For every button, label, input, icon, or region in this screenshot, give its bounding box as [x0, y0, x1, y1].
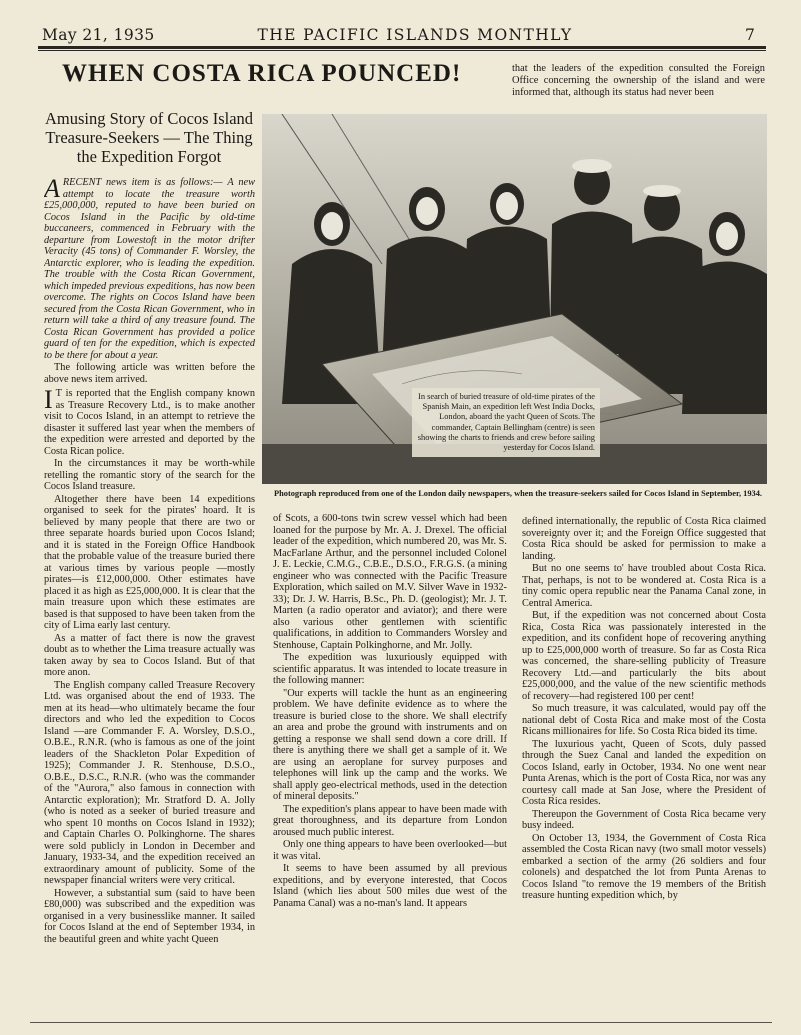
paragraph: of Scots, a 600-tons twin screw vessel which had been loaned for the purpose by Mr. A. J. Drexel. The official leader of the expedition, which numbered 20, was Mr. S. MacFarlane Arthur, and the personnel included Colonel J. E. Leckie, C.M.G., C.B.E., D.S.O., F.R.G.S. (a mining engineer who was connected with the Pacific Treasure Exploration, which sailed on M.V. Silver Wave in 1932-33); Dr. J. W. Harris, B.Sc., Ph. D. (geologist); Mr. J. T. Marten (a radio operator and aviator); and there were also various other gentlemen with scientific qualifications, in addition to Commanders Worsley and Stenhouse, Captain Polkinghorne, and Mr. Jolly.: [273, 513, 507, 651]
bottom-rule: [30, 1022, 772, 1023]
paragraph: But, if the expedition was not concerned about Costa Rica, Costa Rica was passionately interested in the expedition, and its confident hope of recovering anything up to £25,000,000 worth of treasure. So far as Costa Rica was concerned, the share-selling publicity of Treasure Recovery Ltd.—and particularly the bits about £25,000,000, and the value of the new scientific methods of recovery—had registered 100 per cent!: [522, 610, 766, 702]
paragraph: Thereupon the Government of Costa Rica became very busy indeed.: [522, 808, 766, 831]
article-subheadline: Amusing Story of Cocos Island Treasure-Seekers — The Thing the Expedition Forgot: [44, 109, 254, 166]
paragraph: As a matter of fact there is now the gravest doubt as to whether the Lima treasure actually was taken away by sea to Cocos Island. But of that more anon.: [44, 632, 255, 678]
page-number: 7: [745, 26, 756, 44]
column-1: [44, 177, 255, 1020]
paragraph: "Our experts will tackle the hunt as an engineering problem. We have definite evidence as to where the treasure is buried close to the shore. We shall electrify an area and probe the ground with instruments and on getting a response we shall send down a core drill. If there is anything there we shall get a sample of it. We are using an aeroplane for survey purposes and telephones will link up the camp and the works. We shall apply geo-electrical methods, used in the detection of mineral deposits.": [273, 687, 507, 802]
intro-text: RECENT news item is as follows:— A new attempt to locate the treasure worth £25,000,000, reputed to have been buried on Cocos Island in the Pacific by old-time buccaneers, commenced in February with the departure from Lowestoft in the motor drifter Veracity (45 tons) of Commander F. Worsley, the Antarctic explorer, who is leading the expedition. The trouble with the Costa Rican Government, which impeded previous expeditions, has now been overcome. The rights on Cocos Island have been secured from the Costa Rican Government, who in return will take a third of any treasure found. The Costa Rican Government has provided a police guard of ten for the expedition, which is expected to be there for about a year.: [44, 177, 255, 361]
paragraph: defined internationally, the republic of Costa Rica claimed sovereignty over it; and the Foreign Office suggested that Costa Rica should be asked for permission to make a landing.: [522, 516, 766, 562]
article-headline: WHEN COSTA RICA POUNCED!: [62, 60, 462, 87]
paragraph: The English company called Treasure Recovery Ltd. was organised about the end of 1933. The men at its head—who ultimately became the four directors and who led the expedition to Cocos Island —are Commander F. A. Worsley, D.S.O., O.B.E., R.N.R. (who is famous as one of the joint leaders of the Shackleton Polar Expedition of 1925); Commander J. R. Stenhouse, D.S.O., O.B.E., D.S.C., R.N.R. (who was the commander of the "Aurora," also famous in connection with Antarctic exploration); Mr. Stratford D. A. Jolly (who is noted as a seeker of buried treasure and who spent 10 months on Cocos Island in 1932); and Captain Charles O. Polkinghorne. The shares were sold publicly in London in December and January, 1933-34, and the expedition received an extraordinary amount of publicity. Some of the newspaper financial writers were very critical.: [44, 679, 255, 886]
column-3-top: [512, 63, 765, 107]
publication-title: THE PACIFIC ISLANDS MONTHLY: [257, 26, 573, 44]
paragraph: It seems to have been assumed by all previous expeditions, and by everyone interested, that Cocos Island (which lies about 500 miles due west of the Panama Canal) was a no-man's land. It appears: [273, 863, 507, 909]
header-rule-thin: [38, 50, 766, 51]
intro-paragraph: [44, 177, 255, 361]
header-rule: [38, 46, 766, 49]
paragraph: Altogether there have been 14 expeditions organised to seek for the pirates' hoard. It is believed by many people that there are two or three separate hoards buried upon Cocos Island; and it is stated in the Foreign Office Handbook that the probable value of the treasure buried there at various times by various people —mostly pirates—is £12,000,000. Other estimates have placed it as high as £25,000,000. It is clear that the main treasure upon which these estimates are based is that supposed to have been taken from the city of Lima early last century.: [44, 493, 255, 631]
paragraph: On October 13, 1934, the Government of Costa Rica assembled the Costa Rican navy (two small motor vessels) embarked a section of the army (26 soldiers and four colonels) and despatched the lot from Punta Arenas to Cocos Island "to remove the 19 members of the British treasure hunting expedition which, by: [522, 832, 766, 901]
column-2: [273, 513, 507, 1020]
paragraph: In the circumstances it may be worth-while retelling the romantic story of the search for the Cocos Island treasure.: [44, 458, 255, 492]
photo-caption: In search of buried treasure of old-time pirates of the Spanish Main, an expedition left West India Docks, London, aboard the yacht Queen of Scots. The commander, Captain Bellingham (centre) is seen showing the charts to friends and crew before sailing yesterday for Cocos Island.: [412, 388, 600, 457]
paragraph: The luxurious yacht, Queen of Scots, duly passed through the Suez Canal and landed the expedition on Cocos Island, early in October, 1934. No one went near Punta Arenas, which is the port of Costa Rica, nor was any courtesy call made at San Jose, where the President of Costa Rica resides.: [522, 738, 766, 807]
paragraph: Only one thing appears to have been overlooked—but it was vital.: [273, 839, 507, 862]
drop-cap: I: [44, 385, 53, 414]
paragraph-text: T is reported that the English company known as Treasure Recovery Ltd., is to make another visit to Cocos Island, in an attempt to retrieve the disaster it suffered last year when the members of the expedition were arrested and deported by the Costa Rican police.: [44, 388, 255, 457]
photo-credit: Photograph reproduced from one of the London daily newspapers, when the treasure-seekers sailed for Cocos Island in September, 1934.: [273, 489, 762, 498]
paragraph: [44, 385, 255, 457]
drop-cap: A: [44, 177, 60, 203]
paragraph: But no one seems to' have troubled about Costa Rica. That, perhaps, is not to be wondered at. Costa Rica is a tiny comic opera republic near the Panama Canal zone, in Central America.: [522, 563, 766, 609]
paragraph: However, a substantial sum (said to have been £80,000) was subscribed and the expedition was organised in a very businesslike manner. It sailed for Cocos Island at the end of September 1934, in the beautiful green and white yacht Queen: [44, 887, 255, 945]
column-3: [522, 516, 766, 1020]
paragraph: The following article was written before the above news item arrived.: [44, 362, 255, 385]
paragraph: The expedition's plans appear to have been made with great thoroughness, and its departure from London aroused much public interest.: [273, 803, 507, 838]
paragraph: that the leaders of the expedition consulted the Foreign Office concerning the ownership of the island and were informed that, although its status had never been: [512, 63, 765, 98]
paragraph: So much treasure, it was calculated, would pay off the national debt of Costa Rica and make most of the Costa Ricans millionaires for life. So Costa Rica bided its time.: [522, 703, 766, 737]
paragraph: The expedition was luxuriously equipped with scientific apparatus. It was intended to locate treasure in the following manner:: [273, 652, 507, 686]
issue-date: May 21, 1935: [42, 26, 155, 44]
